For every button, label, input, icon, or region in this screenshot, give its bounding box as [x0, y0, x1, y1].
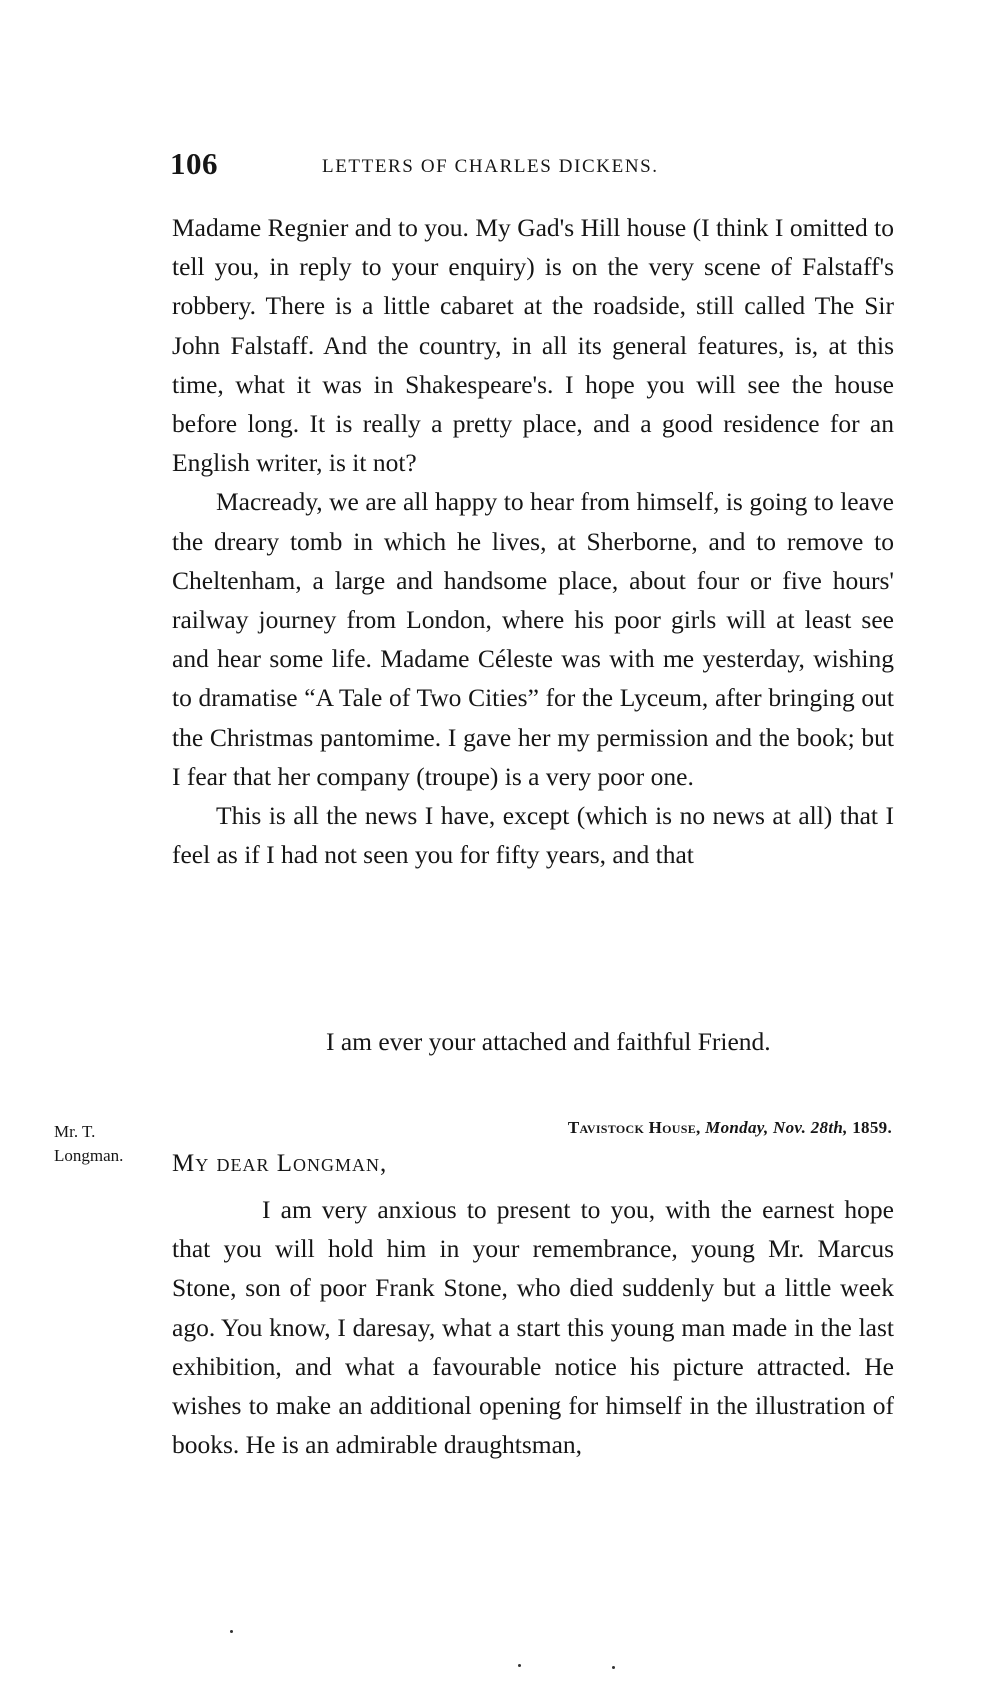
print-speck [230, 1630, 233, 1633]
letter-two-dateline [568, 1118, 892, 1138]
print-speck [518, 1664, 521, 1667]
letter-one-closing: I am ever your attached and faithful Friend. [326, 1027, 771, 1056]
letter-one-paragraph-2-text: Macready, we are all happy to hear from himself, is going to leave the dreary tomb in which he lives, at Sherborne, and to remove to Cheltenham, a large and handsome place, about four or five hours' railway journey from London, where his poor girls will at least see and hear some life. Madame Céleste was with me yesterday, wishing to dramatise “A Tale of Two Cities” for the Lyceum, after bringing out the Christmas pantomime. I gave her my permission and the book; but I fear that her company (troupe) is a very poor one. [172, 487, 894, 791]
letter-one-paragraph-2 [172, 482, 894, 796]
page-number: 106 [170, 146, 218, 181]
recipient-name: Mr. T. Longman. [54, 1122, 124, 1165]
letter-two-body [172, 1190, 894, 1464]
letter-one-paragraph-1-text: Madame Regnier and to you. My Gad's Hill house (I think I omitted to tell you, in reply to your enquiry) is on the very scene of Falstaff's robbery. There is a little cabaret at the roadside, still called The Sir John Falstaff. And the country, in all its general features, is, at this time, what it was in Shakespeare's. I hope you will see the house before long. It is really a pretty place, and a good residence for an English writer, is it not? [172, 213, 894, 478]
dateline-place: Tavistock House, [567, 1118, 701, 1137]
letter-one-body [172, 208, 894, 874]
letter-two-salutation: My dear Longman, [172, 1150, 388, 1177]
letter-two-paragraph-1-text: I am very anxious to present to you, with the earnest hope that you will hold him in your remembrance, young Mr. Marcus Stone, son of poor Frank Stone, who died suddenly but a little week ago. You know, I daresay, what a start this young man made in the last exhibition, and what a favourable notice his picture attracted. He wishes to make an additional opening for himself in the illustration of books. He is an admirable draughtsman, [172, 1195, 894, 1460]
running-title: LETTERS OF CHARLES DICKENS. [322, 156, 659, 177]
letter-one-paragraph-3-text: This is all the news I have, except (which is no news at all) that I feel as if I had not seen you for fifty years, and that [172, 801, 894, 870]
dateline-date: Monday, Nov. 28th, [705, 1118, 848, 1137]
letter-two-paragraph-1 [172, 1190, 894, 1464]
print-speck [612, 1666, 615, 1669]
recipient-margin-note [54, 1120, 124, 1168]
letter-one-paragraph-1 [172, 208, 894, 482]
page-header [170, 146, 890, 186]
letter-one-paragraph-3 [172, 796, 894, 874]
dateline-year: 1859. [852, 1118, 892, 1137]
